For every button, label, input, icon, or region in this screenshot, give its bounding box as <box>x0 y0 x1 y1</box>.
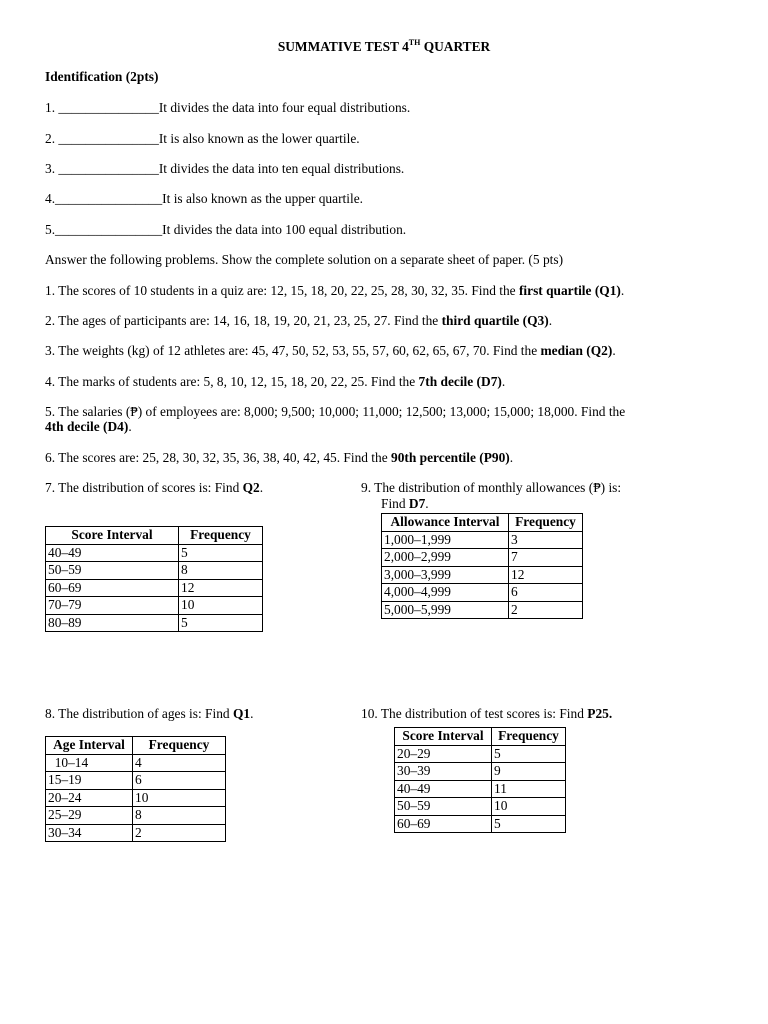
table-cell: 10 <box>133 789 226 807</box>
table-row <box>395 780 566 798</box>
identification-item-3: 3. _______________It divides the data into ten equal distributions. <box>45 161 405 176</box>
table-cell: 4,000–4,999 <box>382 584 509 602</box>
problem-2: 2. The ages of participants are: 14, 16, 18, 19, 20, 21, 23, 25, 27. Find the third quartile (Q3). <box>45 313 553 328</box>
age-table-q1 <box>45 736 226 842</box>
table-cell: 6 <box>133 772 226 790</box>
problem-9: 9. The distribution of monthly allowances (₱) is: <box>361 480 622 495</box>
problem-9-line-2: Find D7. <box>381 496 429 511</box>
table-cell: 15–19 <box>46 772 133 790</box>
table-cell: 5 <box>492 815 566 833</box>
identification-item-4: 4.________________It is also known as the upper quartile. <box>45 191 363 206</box>
identification-item-1: 1. _______________It divides the data into four equal distributions. <box>45 100 411 115</box>
problem-5: 5. The salaries (₱) of employees are: 8,000; 9,500; 10,000; 11,000; 12,500; 13,000; 15,000; 18,000. Find the <box>45 404 626 419</box>
column-header: Frequency <box>133 737 226 755</box>
table-row <box>46 597 263 615</box>
table-row <box>46 544 263 562</box>
problem-1: 1. The scores of 10 students in a quiz are: 12, 15, 18, 20, 22, 25, 28, 30, 32, 35. Find the first quartile (Q1). <box>45 283 625 298</box>
column-header: Score Interval <box>395 728 492 746</box>
table-cell: 40–49 <box>46 544 179 562</box>
table-cell: 4 <box>133 754 226 772</box>
instructions: Answer the following problems. Show the complete solution on a separate sheet of paper. (5 pts) <box>45 252 564 267</box>
table-row <box>382 584 583 602</box>
table-cell: 30–39 <box>395 763 492 781</box>
table-cell: 3 <box>509 531 583 549</box>
table-cell: 6 <box>509 584 583 602</box>
table-row <box>46 772 226 790</box>
table-row <box>46 824 226 842</box>
problem-3: 3. The weights (kg) of 12 athletes are: 45, 47, 50, 52, 53, 55, 57, 60, 62, 65, 67, 70. Find the median (Q2). <box>45 343 616 358</box>
table-row <box>382 601 583 619</box>
table-row <box>395 745 566 763</box>
table-cell: 2 <box>133 824 226 842</box>
table-cell: 12 <box>509 566 583 584</box>
table-row <box>46 614 263 632</box>
table-row <box>46 789 226 807</box>
problem-5-line-2: 4th decile (D4). <box>45 419 132 434</box>
table-cell: 25–29 <box>46 807 133 825</box>
table-cell: 5,000–5,999 <box>382 601 509 619</box>
problem-7: 7. The distribution of scores is: Find Q2. <box>45 480 264 495</box>
page-title: SUMMATIVE TEST 4TH QUARTER <box>277 38 491 54</box>
problem-8: 8. The distribution of ages is: Find Q1. <box>45 706 254 721</box>
column-header: Age Interval <box>46 737 133 755</box>
table-cell: 2,000–2,999 <box>382 549 509 567</box>
table-cell: 12 <box>179 579 263 597</box>
table-cell: 10 <box>179 597 263 615</box>
table-cell: 30–34 <box>46 824 133 842</box>
table-row <box>395 815 566 833</box>
table-cell: 8 <box>179 562 263 580</box>
table-cell: 5 <box>492 745 566 763</box>
table-row <box>395 763 566 781</box>
table-row <box>46 562 263 580</box>
column-header: Allowance Interval <box>382 514 509 532</box>
table-row <box>382 566 583 584</box>
table-cell: 50–59 <box>395 798 492 816</box>
table-cell: 70–79 <box>46 597 179 615</box>
table-cell: 5 <box>179 614 263 632</box>
column-header: Frequency <box>492 728 566 746</box>
identification-item-5: 5.________________It divides the data into 100 equal distribution. <box>45 222 407 237</box>
table-cell: 20–24 <box>46 789 133 807</box>
table-cell: 80–89 <box>46 614 179 632</box>
column-header: Frequency <box>509 514 583 532</box>
problem-6: 6. The scores are: 25, 28, 30, 32, 35, 36, 38, 40, 42, 45. Find the 90th percentile (P90). <box>45 450 514 465</box>
table-row <box>46 579 263 597</box>
table-cell: 60–69 <box>395 815 492 833</box>
column-header: Score Interval <box>46 527 179 545</box>
table-cell: 5 <box>179 544 263 562</box>
column-header: Frequency <box>179 527 263 545</box>
table-cell: 9 <box>492 763 566 781</box>
test-score-table-p25 <box>394 727 566 833</box>
identification-item-2: 2. _______________It is also known as the lower quartile. <box>45 131 360 146</box>
table-cell: 1,000–1,999 <box>382 531 509 549</box>
problem-4: 4. The marks of students are: 5, 8, 10, 12, 15, 18, 20, 22, 25. Find the 7th decile (D7). <box>45 374 506 389</box>
table-cell: 20–29 <box>395 745 492 763</box>
table-cell: 11 <box>492 780 566 798</box>
table-row <box>46 807 226 825</box>
table-cell: 8 <box>133 807 226 825</box>
identification-heading: Identification (2pts) <box>45 69 159 84</box>
allowance-table-d7 <box>381 513 583 619</box>
table-row <box>382 549 583 567</box>
table-cell: 7 <box>509 549 583 567</box>
table-cell: 10 <box>492 798 566 816</box>
table-cell: 50–59 <box>46 562 179 580</box>
table-row <box>46 754 226 772</box>
table-cell: 2 <box>509 601 583 619</box>
table-cell: 60–69 <box>46 579 179 597</box>
table-row <box>395 798 566 816</box>
table-row <box>382 531 583 549</box>
problem-10: 10. The distribution of test scores is: Find P25. <box>361 706 613 721</box>
table-cell: 40–49 <box>395 780 492 798</box>
table-cell: 10–14 <box>46 754 133 772</box>
score-table-q2 <box>45 526 263 632</box>
table-cell: 3,000–3,999 <box>382 566 509 584</box>
